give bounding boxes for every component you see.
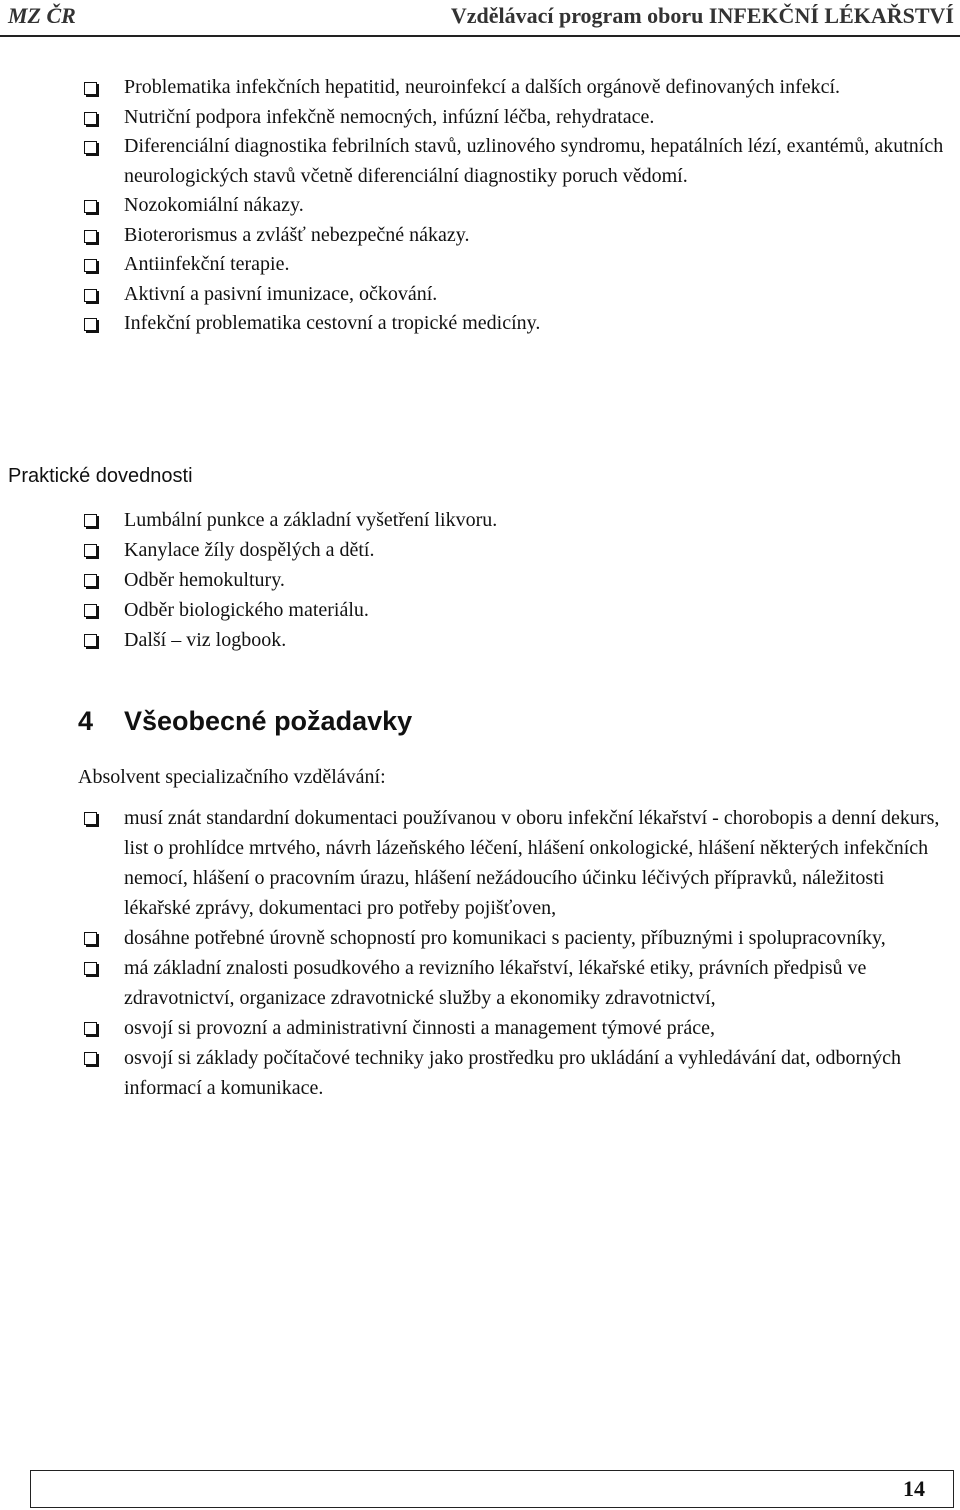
list-item: dosáhne potřebné úrovně schopností pro komunikaci s pacienty, příbuznými i spolupracovníky,	[0, 923, 960, 953]
checkbox-bullet-icon	[84, 1052, 97, 1065]
checkbox-bullet-icon	[84, 634, 97, 647]
checkbox-bullet-icon	[84, 289, 97, 302]
list-item: Infekční problematika cestovní a tropické medicíny.	[0, 309, 960, 339]
checkbox-bullet-icon	[84, 514, 97, 527]
list-item: má základní znalosti posudkového a revizního lékařství, lékařské etiky, právních předpisů ve zdravotnictví, organizace zdravotnické služby a ekonomiky zdravotnictví,	[0, 953, 960, 1013]
page-header	[0, 0, 960, 37]
checkbox-bullet-icon	[84, 200, 97, 213]
list-item: Odběr biologického materiálu.	[0, 595, 960, 625]
section-intro: Absolvent specializačního vzdělávání:	[78, 766, 386, 788]
checkbox-bullet-icon	[84, 604, 97, 617]
header-ministry: MZ ČR	[8, 3, 76, 28]
list-item: Diferenciální diagnostika febrilních stavů, uzlinového syndromu, hepatálních lézí, exantémů, akutních neurologických stavů včetně diferenciální diagnostiky poruch vědomí.	[0, 132, 960, 191]
list-item: osvojí si základy počítačové techniky jako prostředku pro ukládání a vyhledávání dat, odborných informací a komunikace.	[0, 1043, 960, 1103]
checkbox-bullet-icon	[84, 812, 97, 825]
page-footer	[30, 1470, 954, 1508]
page-number: 14	[903, 1476, 925, 1501]
practical-skills-list	[0, 505, 960, 655]
practical-skills-heading: Praktické dovednosti	[8, 465, 193, 487]
checkbox-bullet-icon	[84, 574, 97, 587]
list-item: osvojí si provozní a administrativní činnosti a management týmové práce,	[0, 1013, 960, 1043]
list-item: Nozokomiální nákazy.	[0, 191, 960, 221]
checkbox-bullet-icon	[84, 932, 97, 945]
checkbox-bullet-icon	[84, 318, 97, 331]
section-number: 4	[78, 706, 94, 736]
list-item: Další – viz logbook.	[0, 625, 960, 655]
checkbox-bullet-icon	[84, 82, 97, 95]
list-item: musí znát standardní dokumentaci používanou v oboru infekční lékařství - chorobopis a denní dekurs, list o prohlídce mrtvého, návrh lázeňského léčení, hlášení onkologické, hlášení některých infekčních nemocí, hlášení o pracovním úrazu, hlášení nežádoucího účinku léčivých přípravků, náležitosti lékařské zprávy, dokumentaci pro potřeby pojišťoven,	[0, 803, 960, 923]
checkbox-bullet-icon	[84, 141, 97, 154]
list-item: Bioterorismus a zvlášť nebezpečné nákazy.	[0, 221, 960, 251]
checkbox-bullet-icon	[84, 962, 97, 975]
checkbox-bullet-icon	[84, 544, 97, 557]
list-item: Problematika infekčních hepatitid, neuroinfekcí a dalších orgánově definovaných infekcí.	[0, 73, 960, 103]
list-item: Antiinfekční terapie.	[0, 250, 960, 280]
checkbox-bullet-icon	[84, 1022, 97, 1035]
checkbox-bullet-icon	[84, 112, 97, 125]
list-item: Odběr hemokultury.	[0, 565, 960, 595]
section-title: Všeobecné požadavky	[124, 706, 413, 736]
section-heading	[78, 706, 412, 737]
list-item: Aktivní a pasivní imunizace, očkování.	[0, 280, 960, 310]
list-item: Lumbální punkce a základní vyšetření likvoru.	[0, 505, 960, 535]
header-program-title: Vzdělávací program oboru INFEKČNÍ LÉKAŘSTVÍ	[450, 3, 954, 28]
checkbox-bullet-icon	[84, 230, 97, 243]
knowledge-list	[0, 73, 960, 339]
checkbox-bullet-icon	[84, 259, 97, 272]
requirements-list	[0, 803, 960, 1103]
list-item: Nutriční podpora infekčně nemocných, infúzní léčba, rehydratace.	[0, 103, 960, 133]
list-item: Kanylace žíly dospělých a dětí.	[0, 535, 960, 565]
